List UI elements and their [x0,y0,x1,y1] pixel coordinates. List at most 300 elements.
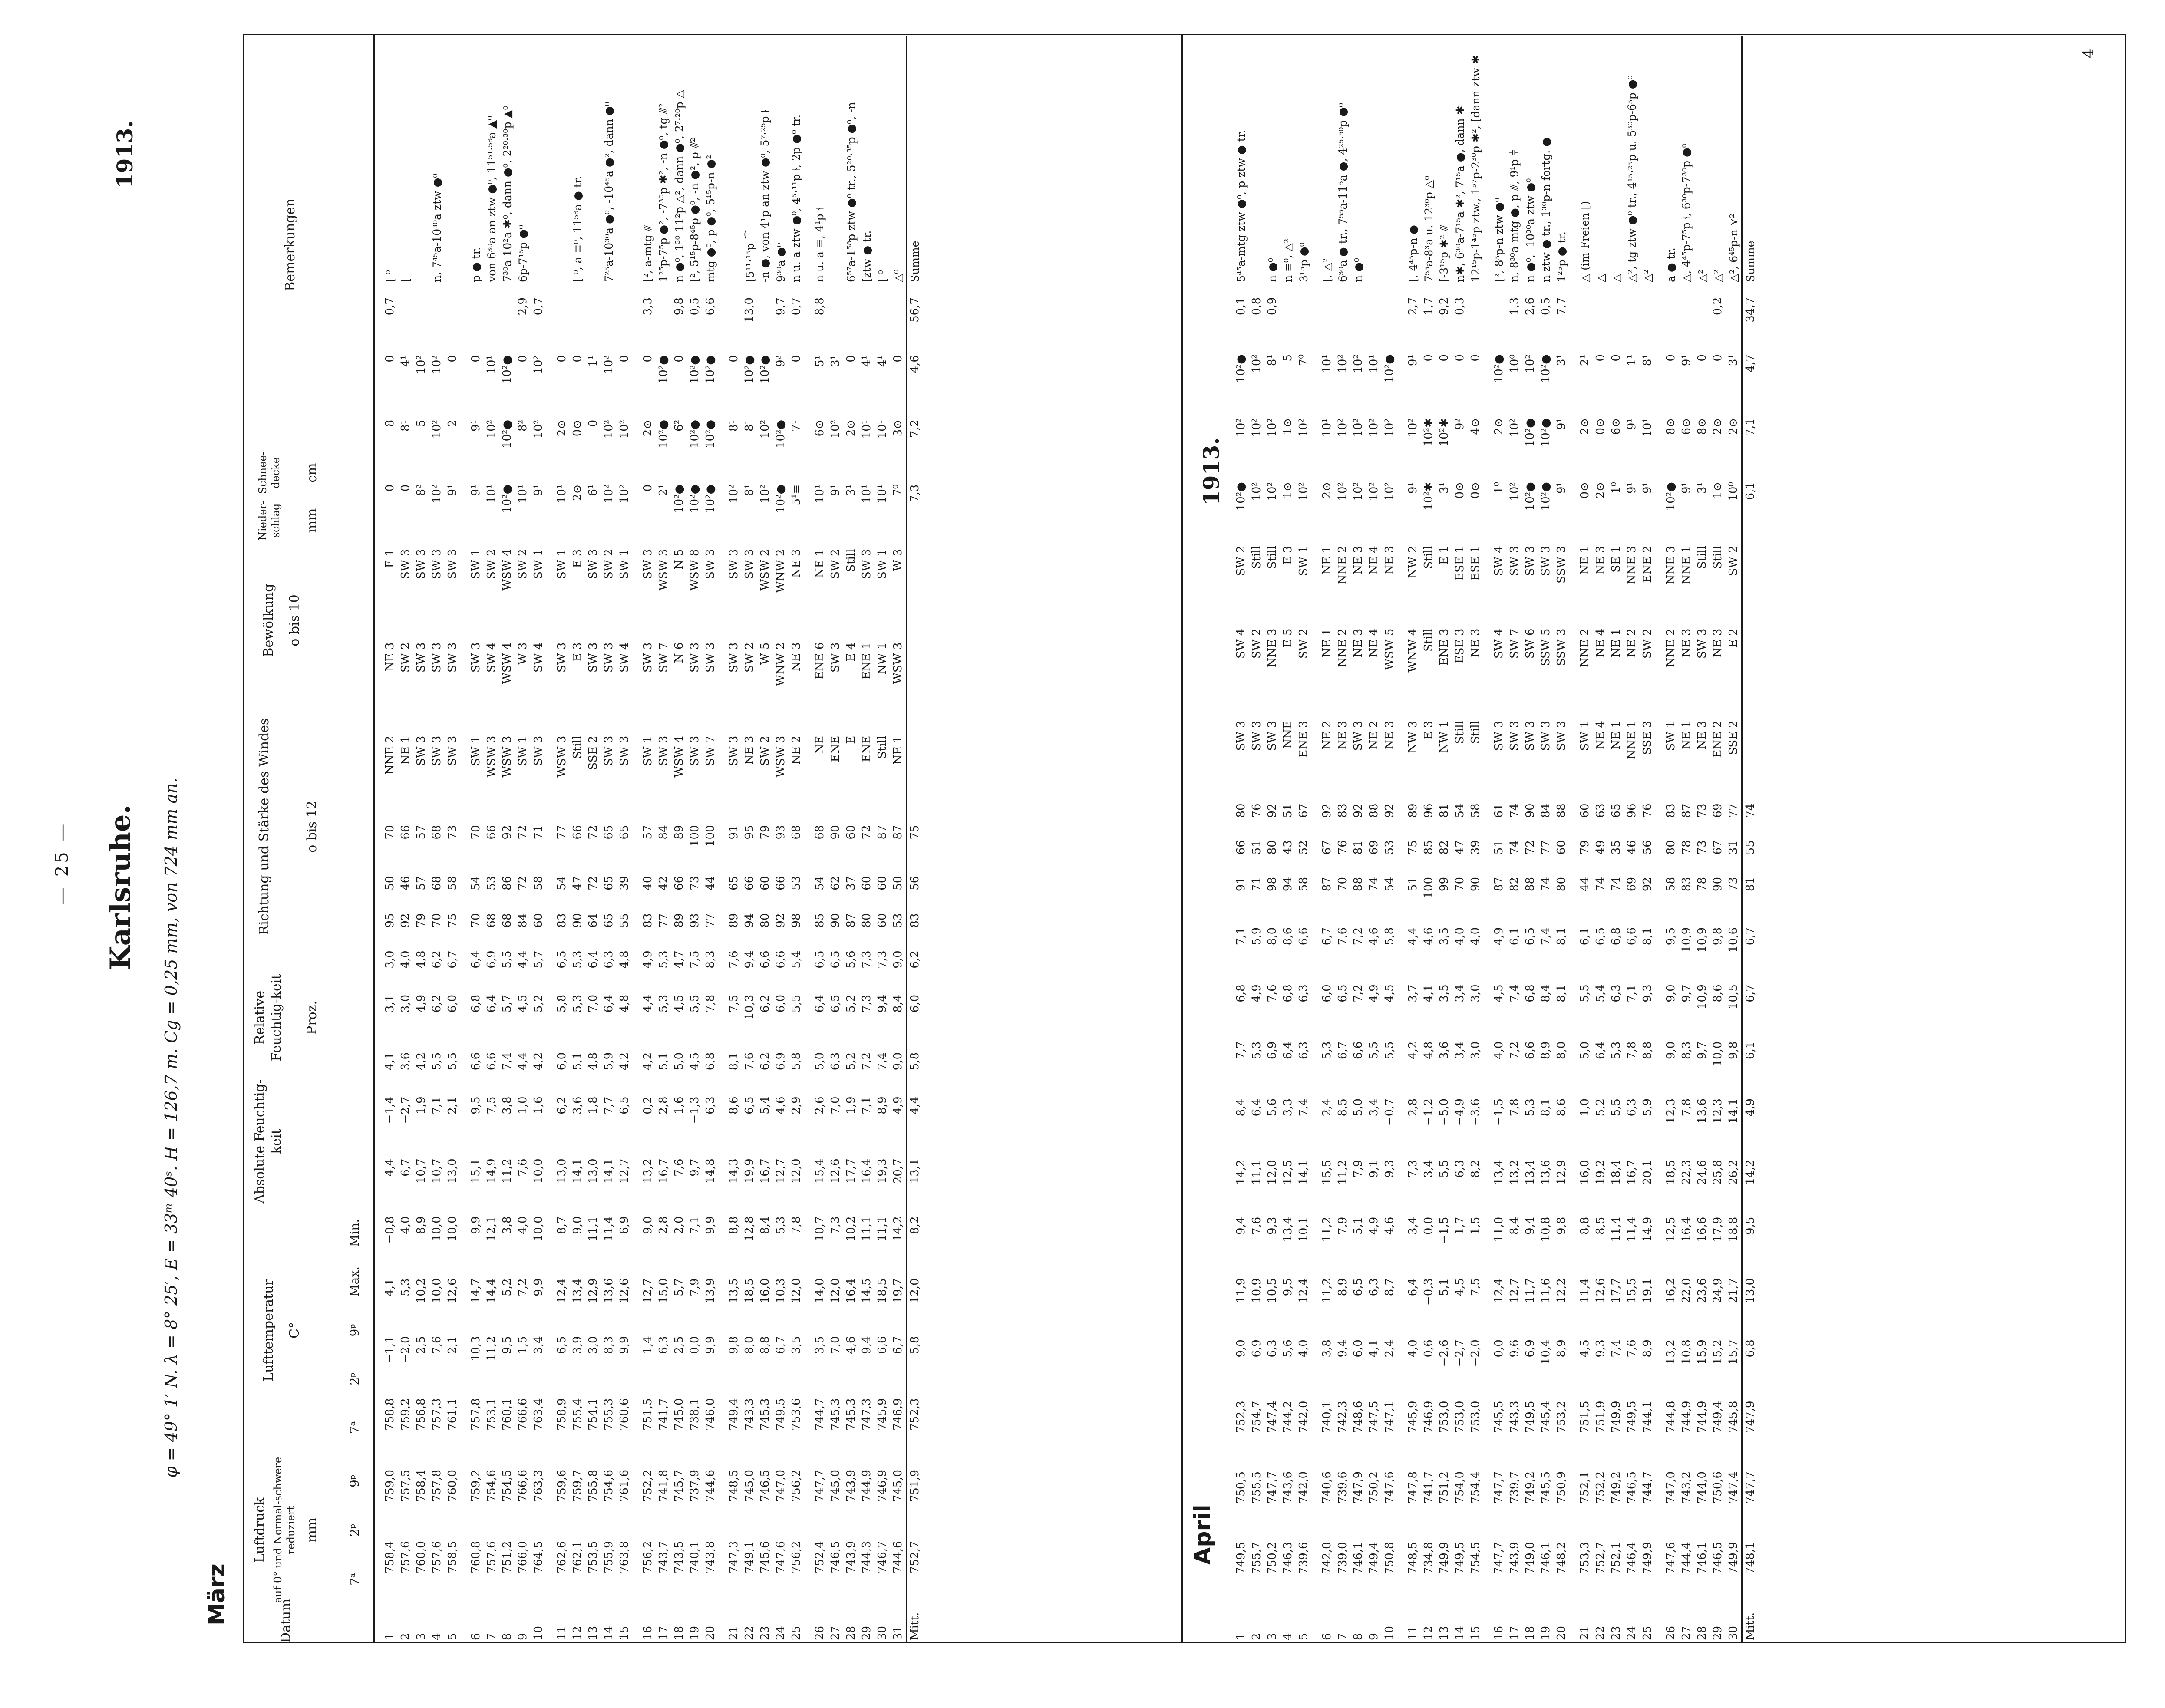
temperature-cell: 0,0 [688,1336,701,1354]
temperature-cell: 8,8 [727,1216,740,1234]
pressure-cell: 744,9 [860,1469,873,1502]
abs-humidity-cell: 8,1 [727,1052,740,1071]
temperature-cell: 13,9 [704,1278,717,1304]
abs-humidity-cell: 7,2 [860,1052,873,1071]
day-cell: 20 [704,1626,717,1640]
pressure-cell: 740,6 [1320,1471,1333,1504]
table-row [1624,36,1640,1643]
pressure-cell: 752,2 [1594,1471,1607,1504]
pressure-cell: 761,1 [446,1398,459,1431]
cloud-cell: 1⊙ [1281,418,1294,435]
cloud-cell: 6⊙ [1610,418,1623,435]
pressure-cell: 754,7 [1250,1401,1263,1433]
precip-cell: 2,9 [516,297,529,316]
table-row [859,36,875,1643]
precip-cell: 1,3 [1508,297,1521,316]
temperature-cell: −2,7 [399,1096,412,1124]
pressure-cell: 746,9 [891,1398,904,1431]
temperature-cell: 13,0 [587,1158,600,1184]
table-row [554,36,570,1643]
wind-cell: SW 3 [446,549,459,579]
table-row [726,36,742,1643]
precip-cell [554,295,570,353]
rel-humidity-cell: 89 [727,913,740,928]
pressure-cell: 756,2 [641,1541,654,1573]
cloud-cell: 10² [602,419,615,439]
temperature-cell: 17,9 [1711,1217,1724,1242]
snow-cell [445,285,460,295]
temperature-cell: 13,5 [727,1278,740,1304]
temperature-cell: 15,5 [1320,1160,1333,1185]
cloud-cell: 10¹ [813,484,826,504]
cloud-cell: 9¹ [829,484,842,496]
abs-humidity-cell: 5,5 [790,994,803,1013]
temperature-cell: 12,5 [1281,1160,1294,1185]
rel-humidity-cell: 74 [1594,877,1607,892]
temperature-cell: 9,4 [1234,1217,1248,1235]
snow-cell [554,285,570,295]
wind-cell: WSW 4 [673,735,686,778]
temperature-cell: 8,7 [1383,1278,1396,1296]
temperature-cell: 6,3 [657,1336,670,1354]
abs-humidity-cell: 6,6 [1625,927,1638,946]
pressure-cell: 748,6 [1352,1401,1365,1433]
remark-cell: ⌊ ⁰ [383,270,396,282]
wind-cell: NE 1 [1578,546,1591,575]
rel-humidity-cell: 65 [602,913,615,928]
pressure-cell: 755,7 [1250,1542,1263,1574]
rel-humidity-cell: 95 [743,825,756,840]
temperature-cell: 7,1 [430,1096,443,1114]
temperature-cell: 1,6 [673,1096,686,1114]
cloud-cell: 1⊙ [1711,482,1724,499]
pressure-cell: 747,9 [1352,1471,1365,1504]
cloud-cell: 10²✱ [1422,418,1435,447]
pressure-cell: 750,8 [1383,1542,1396,1574]
temperature-cell: 4,0 [1406,1339,1419,1358]
rel-humidity-cell: 66 [774,876,787,890]
pressure-cell: 762,6 [555,1541,568,1573]
header-schneedecke: Schnee-decke [257,452,282,494]
wind-cell: SW 2 [829,549,842,579]
rel-humidity-cell: 66 [485,825,498,840]
day-cell: 6 [1320,1633,1333,1640]
rel-humidity-cell: 72 [587,876,600,890]
snow-cell [1593,285,1608,295]
snow-cell [843,285,859,295]
temperature-cell: 13,4 [1524,1160,1537,1185]
abs-humidity-cell: 6,4 [1281,1041,1294,1060]
temperature-cell: 11,4 [1578,1278,1591,1303]
pressure-cell: 755,3 [602,1398,615,1431]
pressure-cell: 759,2 [399,1398,412,1431]
wind-cell: WSW 3 [501,735,514,778]
temperature-cell: 16,0 [759,1278,772,1304]
snow-cell [429,285,445,295]
temperature-cell: 16,4 [1680,1217,1693,1242]
table-row [757,36,773,1643]
temperature-cell: −5,0 [1438,1098,1451,1126]
remark-cell [726,36,742,285]
pressure-cell: 766,6 [516,1469,529,1502]
temperature-cell: 8,4 [1234,1098,1248,1117]
cloud-cell: 10¹ [860,419,873,439]
abs-humidity-cell: 8,1 [1641,927,1654,946]
sub-temp-2p: 2ᵖ [347,1372,362,1385]
abs-humidity-cell: 5,6 [845,950,858,969]
table-row [1491,36,1507,1643]
temperature-cell: 12,6 [446,1278,459,1304]
abs-humidity-cell: 8,6 [1711,984,1724,1002]
abs-humidity-cell: 7,1 [1625,984,1638,1002]
cloud-cell: 6¹ [587,484,600,496]
remark-cell: n ztw ● tr., 1³⁰p-n fortg. ● [1539,137,1552,282]
wind-cell: E 3 [571,642,584,662]
wind-cell: W 3 [891,549,904,572]
cloud-cell: 1⊙ [1281,482,1294,499]
temperature-cell: 7,9 [1336,1217,1349,1235]
cloud-cell: 10² [1367,482,1380,501]
cloud-cell: 3¹ [845,484,858,496]
rel-humidity-cell: 65 [602,876,615,890]
rel-humidity-cell: 47 [571,876,584,890]
table-row [843,36,859,1643]
precip-cell: 8,8 [813,297,826,316]
day-cell: 18 [673,1626,686,1640]
cloud-cell: 10² [415,355,428,374]
cloud-cell: 0 [399,484,412,492]
rel-humidity-cell: 43 [1281,840,1294,855]
pressure-cell: 746,5 [759,1469,772,1502]
temperature-cell: 6,5 [618,1096,631,1114]
precip-cell [499,295,515,353]
abs-humidity-cell: 7,2 [1352,984,1365,1002]
table-row [1335,36,1350,1643]
precip-cell: 0,7 [532,297,545,316]
temperature-cell: 9,9 [532,1278,545,1296]
temperature-cell: 1,9 [415,1096,428,1114]
precip-cell [656,295,671,353]
day-cell: 15 [1469,1626,1482,1640]
remark-cell: ⌊², a-mtg ⫻ [641,225,654,282]
rel-humidity-cell: 66 [1234,840,1248,855]
snow-cell [1264,285,1280,295]
table-row [1452,36,1468,1643]
temperature-cell: 12,9 [587,1278,600,1304]
temperature-cell: 17,7 [845,1158,858,1184]
wind-cell: NNE 3 [1664,546,1677,585]
abs-humidity-cell: 5,3 [657,950,670,969]
abs-humidity-cell: 4,2 [415,1052,428,1071]
abs-humidity-cell: 4,7 [673,950,686,969]
cloud-cell: 10² [430,484,443,504]
day-cell: 19 [1539,1626,1552,1640]
temperature-cell: 5,4 [759,1096,772,1114]
remark-cell: [-3¹⁵p ✱² ⫻ [1438,225,1450,282]
table-row [585,36,601,1643]
temperature-cell: 4,0 [1297,1339,1310,1358]
cloud-cell: 10¹ [860,484,873,504]
pressure-cell: 754,6 [485,1469,498,1502]
snow-cell [413,285,429,295]
pressure-cell: 766,6 [516,1398,529,1431]
snow-cell [812,285,828,295]
cloud-cell: 10² [430,419,443,439]
snow-cell [1366,285,1382,295]
precip-cell: 3,3 [641,297,654,316]
cloud-cell: 10²● [704,484,717,513]
wind-cell: NNE 2 [1336,628,1349,667]
temperature-cell: 6,5 [1352,1278,1365,1296]
temperature-cell: 3,4 [1406,1217,1419,1235]
abs-humidity-cell: 4,4 [516,1052,529,1071]
rel-humidity-cell: 90 [829,825,842,840]
temperature-cell: 2,1 [446,1096,459,1114]
cloud-cell: 0 [446,355,459,363]
remark-cell: Summe [1742,36,1759,285]
cloud-cell: 10²● [774,484,787,513]
rel-humidity-cell: 60 [759,876,772,890]
pressure-cell: 749,5 [774,1398,787,1431]
temperature-cell: 13,4 [571,1278,584,1304]
day-cell: 27 [1680,1626,1693,1640]
temperature-cell: 9,9 [469,1216,482,1234]
snow-cell [382,285,398,295]
temperature-cell: 14,2 [1234,1160,1248,1185]
wind-cell: NNE [1281,721,1294,749]
temperature-cell: 6,9 [1250,1339,1263,1358]
temperature-cell: 8,4 [1508,1217,1521,1235]
rel-humidity-cell: 66 [571,825,584,840]
wind-cell: NE 3 [1383,546,1396,575]
temperature-cell: 15,0 [657,1278,670,1304]
precip-cell [1679,295,1694,352]
rel-humidity-cell: 87 [876,825,889,840]
pressure-cell: 749,4 [1711,1401,1724,1433]
table-row [382,36,398,1643]
temperature-cell: 8,9 [1555,1339,1568,1358]
snow-cell [1694,285,1710,295]
mean-row [907,36,923,1643]
temperature-cell: 13,0 [1742,1276,1759,1337]
wind-cell: NE 3 [790,549,803,578]
snow-cell [757,285,773,295]
spacer-row [1311,36,1319,1643]
cloud-cell: 3¹ [829,355,842,367]
rel-humidity-cell: 69 [1711,803,1724,818]
temperature-cell: 10,0 [430,1216,443,1242]
rel-humidity-cell: 57 [415,825,428,840]
rel-humidity-cell: 68 [501,913,514,928]
rel-humidity-cell: 61 [1492,803,1505,818]
abs-humidity-cell: 7,4 [1539,927,1552,946]
day-cell: 17 [1508,1626,1521,1640]
rel-humidity-cell: 88 [1555,803,1568,818]
abs-humidity-cell: 9,4 [743,950,756,969]
wind-cell: WSW 4 [501,549,514,591]
abs-humidity-cell: 5,0 [813,1052,826,1071]
cloud-cell: 9¹ [1555,482,1568,494]
day-cell: 29 [860,1626,873,1640]
temperature-cell: 7,3 [829,1216,842,1234]
precip-cell: 34,7 [1742,295,1759,352]
remark-cell: 6³⁰a ● tr., 7⁵⁵a-11⁵a ●, 4²⁵·⁵⁰p ●⁰ [1336,102,1349,282]
abs-humidity-cell: 9,5 [1664,927,1677,946]
snow-cell [907,285,923,295]
precip-cell: 0,3 [1453,297,1466,316]
cloud-cell: 10²✱ [1438,418,1451,447]
rel-humidity-cell: 51 [1281,803,1294,818]
rel-humidity-cell: 83 [1680,877,1693,892]
cloud-cell: 10² [727,484,740,504]
pressure-cell: 744,9 [1696,1401,1709,1433]
wind-cell: SW 2 [602,549,615,579]
sub-temp-min: Min. [347,1219,362,1247]
temperature-cell: 13,0 [446,1158,459,1184]
snow-cell [1624,285,1640,295]
temperature-cell: 5,5 [1610,1098,1623,1117]
rel-humidity-cell: 81 [1352,840,1365,855]
temperature-cell: 12,8 [743,1216,756,1242]
pressure-cell: 748,2 [1555,1542,1568,1574]
snow-cell [1640,285,1655,295]
abs-humidity-cell: 6,8 [1281,984,1294,1002]
wind-cell: NE 1 [891,735,904,765]
snow-cell [1491,285,1507,295]
cloud-cell: 8¹ [727,419,740,432]
rel-humidity-cell: 65 [618,825,631,840]
cloud-cell: 10² [1383,418,1396,437]
temperature-cell: 16,2 [1664,1278,1677,1303]
temperature-cell: 12,7 [1508,1278,1521,1303]
temperature-cell: 11,4 [1610,1217,1623,1242]
snow-cell [1350,285,1366,295]
temperature-cell: 14,9 [485,1158,498,1184]
wind-cell: SW 3 [688,642,701,673]
abs-humidity-cell: 9,0 [891,950,904,969]
day-cell: 26 [813,1626,826,1640]
temperature-cell: −0,3 [1422,1278,1435,1306]
pressure-cell: 752,4 [813,1541,826,1573]
precip-cell: 0,1 [1234,297,1248,316]
snow-cell [1405,285,1421,295]
pressure-cell: 741,7 [657,1398,670,1431]
cloud-cell: 2⊙ [1492,418,1505,435]
rel-humidity-cell: 74 [1508,803,1521,818]
cloud-cell: 8⊙ [1664,418,1677,435]
pressure-cell: 756,2 [790,1541,803,1573]
pressure-cell: 745,3 [759,1398,772,1431]
temperature-cell: 5,9 [1641,1098,1654,1117]
abs-humidity-cell: 6,5 [829,994,842,1013]
cloud-cell: 10² [1297,482,1310,501]
temperature-cell: 9,3 [1266,1217,1279,1235]
temperature-cell: 8,9 [1641,1339,1654,1358]
pressure-cell: 764,5 [532,1541,545,1573]
cloud-cell: 8² [516,419,529,432]
pressure-cell: 754,5 [501,1469,514,1502]
temperature-cell: 18,5 [876,1278,889,1304]
wind-cell: SW 2 [1641,628,1654,659]
wind-cell: WSW 4 [501,642,514,684]
temperature-cell: 12,0 [790,1158,803,1184]
remark-cell: 1²⁵p-7⁵p ●², -7³⁰p ✱², -n ●⁰, tg ⫻² [657,103,670,282]
rel-humidity-cell: 66 [673,876,686,890]
snow-cell [1726,285,1742,295]
temperature-cell: 6,8 [1742,1337,1759,1398]
abs-humidity-cell: 8,0 [1266,927,1279,946]
temperature-cell: 11,2 [501,1158,514,1184]
snow-cell [875,285,890,295]
remark-cell: n ●⁰, -10³⁰a ztw ●⁰ [1524,178,1537,282]
cloud-cell: 4⊙ [1469,418,1482,435]
cloud-cell: 10² [602,355,615,374]
cloud-cell: 10² [1352,354,1365,373]
rel-humidity-cell: 70 [1453,877,1466,892]
rel-humidity-cell: 60 [860,876,873,890]
day-cell: 25 [790,1626,803,1640]
day-cell: 27 [829,1626,842,1640]
pressure-cell: 739,7 [1508,1471,1521,1504]
cloud-cell: 10²● [657,355,670,384]
rel-humidity-cell: 76 [1336,840,1349,855]
temperature-cell: −0,8 [383,1216,396,1244]
day-cell: 21 [1578,1626,1591,1640]
abs-humidity-cell: 5,1 [657,1052,670,1071]
header-datum: Datum [278,1599,294,1643]
wind-cell: SSW 3 [1555,628,1568,666]
cloud-cell: 10¹ [485,484,498,504]
cloud-cell: 10²● [1524,418,1537,447]
temperature-cell: 12,0 [1266,1160,1279,1185]
temperature-cell: 15,2 [1711,1339,1724,1365]
wind-cell: NE 3 [1711,628,1724,658]
rel-humidity-cell: 74 [1610,877,1623,892]
snow-cell [1452,285,1468,295]
abs-humidity-cell: 9,4 [876,994,889,1013]
temperature-cell: 10,4 [1539,1339,1552,1365]
abs-humidity-cell: 6,3 [829,1052,842,1071]
cloud-cell: 5¹ [813,355,826,367]
temperature-cell: 3,4 [532,1336,545,1354]
rel-humidity-cell: 74 [1367,877,1380,892]
cloud-cell: 2⊙ [1711,418,1724,435]
remark-cell: △², 6⁴⁵p-n ⋎² [1727,214,1740,282]
pressure-cell: 743,9 [845,1469,858,1502]
abs-humidity-cell: 5,9 [1250,927,1263,946]
abs-humidity-cell: 5,5 [1578,984,1591,1002]
abs-humidity-cell: 9,7 [1680,984,1693,1002]
cloud-cell: 7,1 [1742,415,1759,479]
precip-cell [1280,295,1296,352]
temperature-cell: 24,6 [1696,1160,1709,1185]
temperature-cell: 11,1 [1250,1160,1263,1185]
pressure-cell: 763,4 [532,1398,545,1431]
pressure-cell: 755,8 [587,1469,600,1502]
cloud-cell: 0 [641,355,654,363]
wind-cell: ESE 1 [1469,546,1482,581]
cloud-cell: 0 [1610,354,1623,362]
pressure-cell: 740,1 [688,1541,701,1573]
wind-cell [1742,718,1759,801]
rel-humidity-cell: 75 [1406,840,1419,855]
cloud-cell: 4,7 [1742,352,1759,415]
cloud-cell: 0 [618,355,631,363]
wind-cell: NE 4 [1367,546,1380,575]
pressure-cell: 743,6 [1281,1471,1294,1504]
temperature-cell: 11,9 [1234,1278,1248,1303]
cloud-cell: 10² [618,419,631,439]
